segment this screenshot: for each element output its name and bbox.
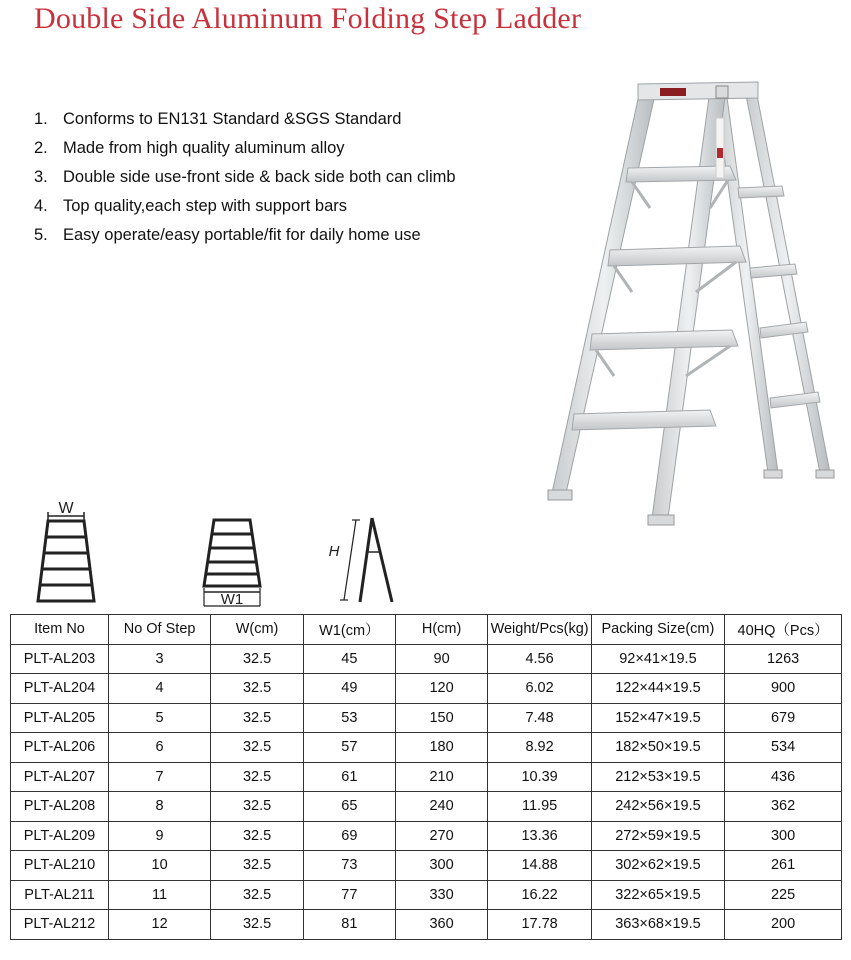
- header-item-no: Item No: [11, 615, 109, 645]
- cell-weight: 14.88: [488, 851, 591, 881]
- feature-item: [34, 194, 456, 223]
- cell-packing-size: 272×59×19.5: [591, 821, 724, 851]
- cell-w1: 45: [303, 644, 395, 674]
- feature-text: Double side use-front side & back side both can climb: [63, 168, 456, 186]
- cell-item-no: PLT-AL203: [11, 644, 109, 674]
- feature-number: 2.: [34, 139, 48, 157]
- feature-number: 3.: [34, 168, 48, 186]
- cell-40hq: 261: [725, 851, 842, 881]
- cell-w: 32.5: [211, 821, 304, 851]
- cell-w: 32.5: [211, 910, 304, 940]
- feature-text: Made from high quality aluminum alloy: [63, 139, 345, 157]
- cell-item-no: PLT-AL204: [11, 674, 109, 704]
- header-w: W(cm): [211, 615, 304, 645]
- feature-number: 5.: [34, 226, 48, 244]
- table-row: [11, 674, 842, 704]
- cell-steps: 8: [109, 792, 211, 822]
- cell-steps: 6: [109, 733, 211, 763]
- cell-steps: 3: [109, 644, 211, 674]
- cell-w1: 73: [303, 851, 395, 881]
- cell-w: 32.5: [211, 762, 304, 792]
- cell-w1: 65: [303, 792, 395, 822]
- cell-40hq: 362: [725, 792, 842, 822]
- cell-steps: 4: [109, 674, 211, 704]
- header-h: H(cm): [395, 615, 488, 645]
- cell-item-no: PLT-AL212: [11, 910, 109, 940]
- cell-packing-size: 212×53×19.5: [591, 762, 724, 792]
- table-row: [11, 703, 842, 733]
- cell-item-no: PLT-AL210: [11, 851, 109, 881]
- cell-w1: 69: [303, 821, 395, 851]
- cell-steps: 11: [109, 880, 211, 910]
- cell-weight: 17.78: [488, 910, 591, 940]
- header-40hq: 40HQ（Pcs）: [725, 615, 842, 645]
- cell-40hq: 300: [725, 821, 842, 851]
- cell-packing-size: 182×50×19.5: [591, 733, 724, 763]
- base-width-diagram: [196, 514, 270, 610]
- cell-40hq: 1263: [725, 644, 842, 674]
- header-weight: Weight/Pcs(kg): [488, 615, 591, 645]
- cell-40hq: 225: [725, 880, 842, 910]
- feature-text: Easy operate/easy portable/fit for daily home use: [63, 226, 421, 244]
- header-w1: W1(cm）: [303, 615, 395, 645]
- header-packing-size: Packing Size(cm): [591, 615, 724, 645]
- cell-40hq: 679: [725, 703, 842, 733]
- cell-h: 180: [395, 733, 488, 763]
- cell-packing-size: 242×56×19.5: [591, 792, 724, 822]
- cell-w1: 81: [303, 910, 395, 940]
- feature-list: [34, 107, 456, 252]
- height-diagram: [318, 512, 404, 608]
- spec-table: [10, 614, 842, 940]
- cell-h: 90: [395, 644, 488, 674]
- table-row: [11, 762, 842, 792]
- ladder-photo: [540, 78, 840, 533]
- cell-w1: 53: [303, 703, 395, 733]
- cell-item-no: PLT-AL208: [11, 792, 109, 822]
- cell-40hq: 200: [725, 910, 842, 940]
- cell-weight: 6.02: [488, 674, 591, 704]
- cell-w1: 77: [303, 880, 395, 910]
- cell-weight: 13.36: [488, 821, 591, 851]
- table-row: [11, 792, 842, 822]
- cell-h: 330: [395, 880, 488, 910]
- cell-h: 150: [395, 703, 488, 733]
- feature-number: 1.: [34, 110, 48, 128]
- cell-w: 32.5: [211, 703, 304, 733]
- cell-w: 32.5: [211, 644, 304, 674]
- table-row: [11, 733, 842, 763]
- cell-steps: 12: [109, 910, 211, 940]
- cell-w1: 57: [303, 733, 395, 763]
- table-row: [11, 644, 842, 674]
- cell-item-no: PLT-AL207: [11, 762, 109, 792]
- cell-weight: 16.22: [488, 880, 591, 910]
- header-no-of-step: No Of Step: [109, 615, 211, 645]
- table-row: [11, 821, 842, 851]
- cell-weight: 10.39: [488, 762, 591, 792]
- cell-weight: 4.56: [488, 644, 591, 674]
- page-title: Double Side Aluminum Folding Step Ladder: [34, 2, 582, 35]
- cell-h: 240: [395, 792, 488, 822]
- table-row: [11, 910, 842, 940]
- cell-h: 360: [395, 910, 488, 940]
- cell-40hq: 534: [725, 733, 842, 763]
- base-width-label: W1: [220, 591, 244, 608]
- cell-item-no: PLT-AL209: [11, 821, 109, 851]
- cell-40hq: 900: [725, 674, 842, 704]
- cell-h: 270: [395, 821, 488, 851]
- cell-weight: 7.48: [488, 703, 591, 733]
- cell-w: 32.5: [211, 851, 304, 881]
- cell-w: 32.5: [211, 733, 304, 763]
- cell-w: 32.5: [211, 674, 304, 704]
- cell-h: 300: [395, 851, 488, 881]
- cell-item-no: PLT-AL205: [11, 703, 109, 733]
- cell-w1: 61: [303, 762, 395, 792]
- width-label: W: [58, 500, 74, 517]
- cell-item-no: PLT-AL211: [11, 880, 109, 910]
- feature-number: 4.: [34, 197, 48, 215]
- cell-packing-size: 152×47×19.5: [591, 703, 724, 733]
- table-row: [11, 851, 842, 881]
- cell-weight: 11.95: [488, 792, 591, 822]
- feature-item: [34, 107, 456, 136]
- feature-item: [34, 136, 456, 165]
- cell-w: 32.5: [211, 880, 304, 910]
- cell-packing-size: 122×44×19.5: [591, 674, 724, 704]
- feature-item: [34, 165, 456, 194]
- cell-weight: 8.92: [488, 733, 591, 763]
- cell-w: 32.5: [211, 792, 304, 822]
- feature-text: Top quality,each step with support bars: [63, 197, 348, 215]
- height-label: H: [328, 543, 340, 560]
- table-header-row: [11, 615, 842, 645]
- cell-packing-size: 302×62×19.5: [591, 851, 724, 881]
- cell-h: 210: [395, 762, 488, 792]
- cell-h: 120: [395, 674, 488, 704]
- cell-40hq: 436: [725, 762, 842, 792]
- cell-packing-size: 363×68×19.5: [591, 910, 724, 940]
- width-diagram: [30, 497, 104, 605]
- cell-steps: 9: [109, 821, 211, 851]
- cell-item-no: PLT-AL206: [11, 733, 109, 763]
- cell-steps: 7: [109, 762, 211, 792]
- cell-steps: 10: [109, 851, 211, 881]
- table-row: [11, 880, 842, 910]
- feature-text: Conforms to EN131 Standard &SGS Standard: [63, 110, 402, 128]
- feature-item: [34, 223, 456, 252]
- cell-packing-size: 322×65×19.5: [591, 880, 724, 910]
- cell-w1: 49: [303, 674, 395, 704]
- cell-packing-size: 92×41×19.5: [591, 644, 724, 674]
- cell-steps: 5: [109, 703, 211, 733]
